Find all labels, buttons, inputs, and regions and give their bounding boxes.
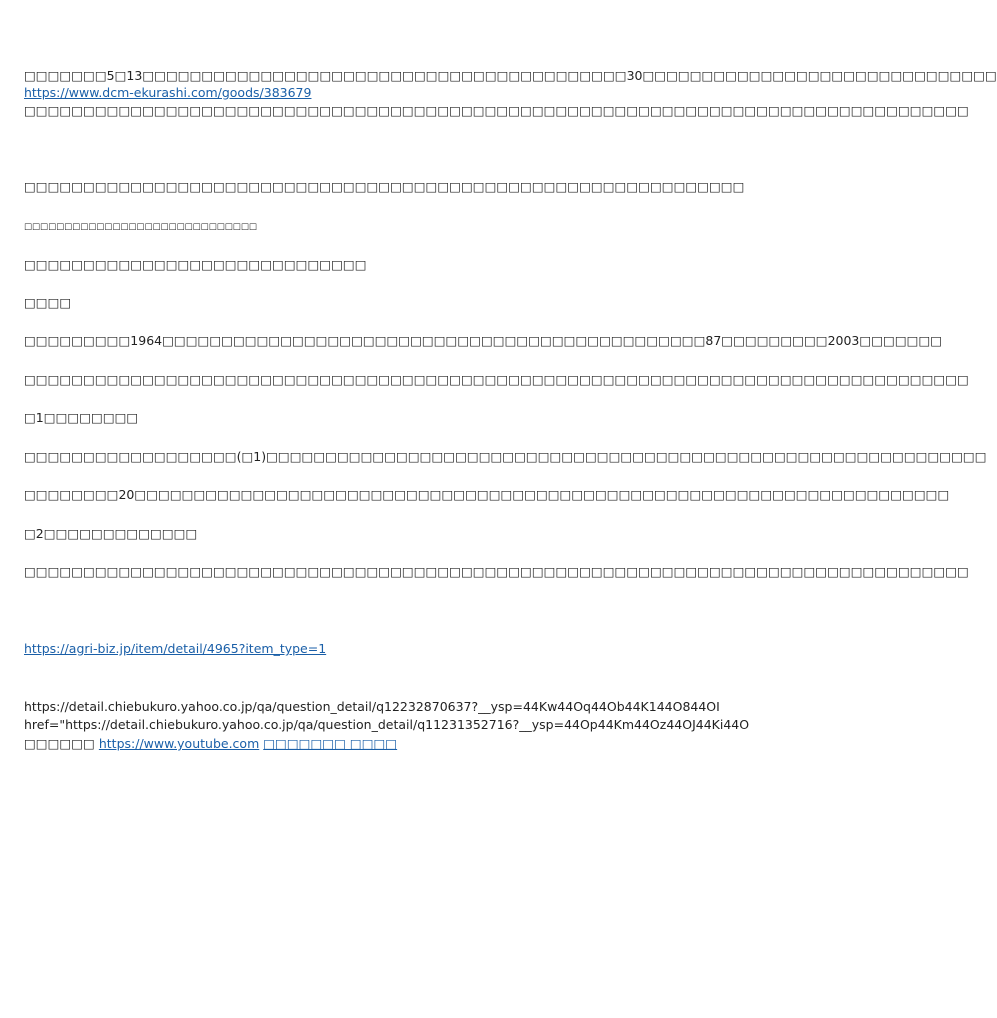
product-link-line xyxy=(24,85,696,101)
paragraph-6: □□□□□□□□□□□□□□□□□□(□1)□□□□□□□□□□□□□□□□□□□□□□□□□□□□□□□□□□□□□□□□□□□□□□□□□□□□□□□□□□□□□ xyxy=(24,449,987,464)
agri-biz-link[interactable]: https://agri-biz.jp/item/detail/4965?item_type=1 xyxy=(24,641,327,656)
youtube-line xyxy=(24,736,696,752)
chiebukuro-url-2: href="https://detail.chiebukuro.yahoo.co.jp/qa/question_detail/q11231352716?__ysp=44Op44Km44Oz44OJ44Ki44O xyxy=(24,717,750,732)
section-heading-1: □□□□ xyxy=(24,295,72,310)
agri-biz-link-line xyxy=(24,641,696,657)
paragraph-5: □□□□□□□□□□□□□□□□□□□□□□□□□□□□□□□□□□□□□□□□□□□□□□□□□□□□□□□□□□□□□□□□□□□□□□□□□□□□□□□□ xyxy=(24,372,969,387)
document-page xyxy=(24,0,997,1018)
section-heading-3: □2□□□□□□□□□□□□□ xyxy=(24,526,198,541)
dcm-product-link[interactable]: https://www.dcm-ekurashi.com/goods/383679 xyxy=(24,85,312,100)
small-caption: □□□□□□□□□□□□□□□□□□□□□□□□□□□□□ xyxy=(24,222,257,232)
youtube-prefix: □□□□□□ xyxy=(24,736,95,751)
paragraph-3: □□□□□□□□□□□□□□□□□□□□□□□□□□□□□ xyxy=(24,257,367,272)
paragraph-1-continued: □□□□□□□□□□□□□□□□□□□□□□□□□□□□□□□□□□□□□□□□□□□□□□□□□□□□□□□□□□□□□□□□□□□□□□□□□□□□□□□□ xyxy=(24,103,969,118)
paragraph-4: □□□□□□□□□1964□□□□□□□□□□□□□□□□□□□□□□□□□□□□□□□□□□□□□□□□□□□□□□87□□□□□□□□□2003□□□□□□□ xyxy=(24,333,943,348)
chiebukuro-url-1: https://detail.chiebukuro.yahoo.co.jp/qa/question_detail/q12232870637?__ysp=44Kw44Oq44Ob44K144O844OI xyxy=(24,699,720,714)
paragraph-8: □□□□□□□□□□□□□□□□□□□□□□□□□□□□□□□□□□□□□□□□□□□□□□□□□□□□□□□□□□□□□□□□□□□□□□□□□□□□□□□□ xyxy=(24,564,969,579)
section-heading-2: □1□□□□□□□□ xyxy=(24,410,139,425)
paragraph-1 xyxy=(24,68,997,84)
paragraph-2: □□□□□□□□□□□□□□□□□□□□□□□□□□□□□□□□□□□□□□□□□□□□□□□□□□□□□□□□□□□□□ xyxy=(24,179,745,194)
paragraph-1-text: □□□□□□□5□13□□□□□□□□□□□□□□□□□□□□□□□□□□□□□□□□□□□□□□□□□30□□□□□□□□□□□□□□□□□□□□□□□□□□□□□□ xyxy=(24,68,997,83)
youtube-title-link[interactable]: □□□□□□□ □□□□ xyxy=(263,736,398,751)
paragraph-7: □□□□□□□□20□□□□□□□□□□□□□□□□□□□□□□□□□□□□□□□□□□□□□□□□□□□□□□□□□□□□□□□□□□□□□□□□□□□□□ xyxy=(24,487,950,502)
youtube-link[interactable]: https://www.youtube.com xyxy=(98,736,260,751)
